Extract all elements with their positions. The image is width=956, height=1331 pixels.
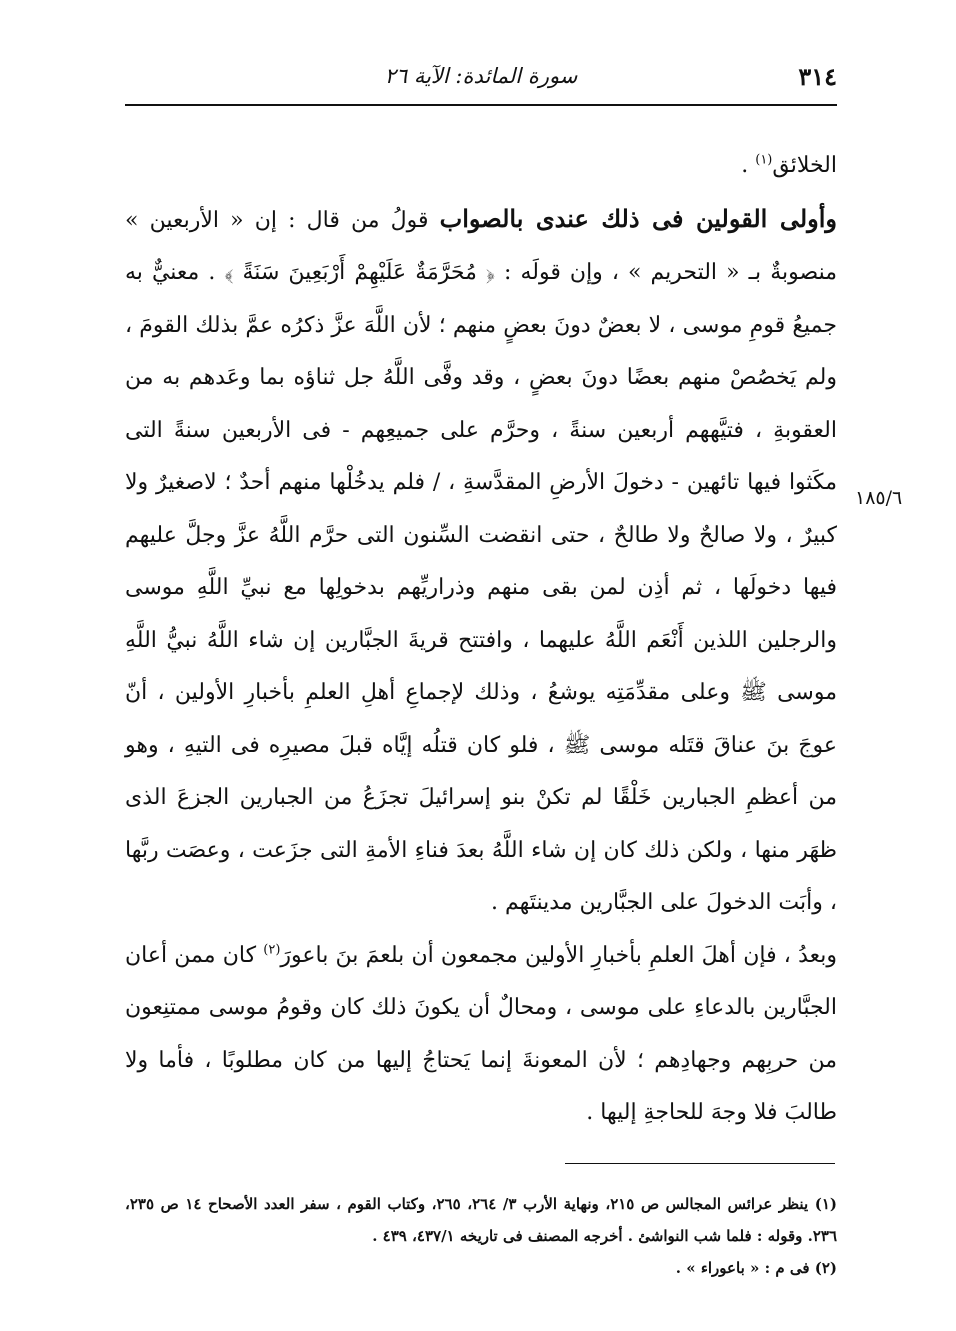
paragraph-text: وبعدُ ، فإن أهلَ العلمِ بأخبارِ الأولين مجمعون أن بلعمَ بنَ باعورَ <box>280 942 837 968</box>
paragraph <box>125 193 837 930</box>
paragraph-text: كان ممن أعان الجبَّارين بالدعاءِ على موسى ، ومحالٌ أن يكونَ ذلك كان وقومُ موسى ممتنِعون من حربِهم وجهادِهم ؛ لأن المعونةَ إنما يَحتاجُ إليها من كان مطلوبًا ، فأما ولا طالبَ فلا وجهَ للحاجةِ إليها . <box>125 942 837 1125</box>
paragraph-text: الخلائق <box>772 153 837 178</box>
paragraph <box>125 930 837 1140</box>
paragraph-tail: . <box>741 153 756 178</box>
paragraph-continuation <box>125 140 837 193</box>
footnote-ref: (١) <box>755 152 773 168</box>
header-rule <box>125 104 837 106</box>
margin-page-reference: ١٨٥/٦ <box>855 487 903 509</box>
footnote-ref: (٢) <box>263 942 281 958</box>
footnotes <box>125 1188 837 1284</box>
page-header <box>125 62 837 102</box>
running-title: سورة المائدة: الآية ٢٦ <box>384 64 578 88</box>
footnote-2: (٢) فى م : « باعوراء » . <box>675 1259 837 1277</box>
paragraph-text: قولُ من قال : إن « الأربعين » منصوبةٌ بـ « التحريم » ، وإن قولَه : ﴿ مُحَرَّمَةٌ عَلَيْهِمْ أَرْبَعِينَ سَنَةً ﴾ . معنيٌّ به جميعُ قومِ موسى ، لا بعضٌ دونَ بعضٍ منهم ؛ لأن اللَّهَ عزَّ ذكرُه عمَّ بذلك القومَ ، ولم يَخصُصْ منهم بعضًا دونَ بعضٍ ، وقد وفَّى اللَّهُ جل ثناؤه بما وعَدهم به من العقوبةِ ، فتيَّههم أربعين سنةً ، وحرَّم على جميعِهم - فى الأربعين سنةً التى مكَثوا فيها تائهين - دخولَ الأرضِ المقدَّسةِ ، / فلم يدخُلْها منهم أحدٌ ؛ لاصغيرٌ ولا كبيرٌ ، ولا صالحٌ ولا طالحٌ ، حتى انقضت السِّنون التى حرَّم اللَّهُ عزَّ وجلَّ عليهم فيها دخولَها ، ثم أذِن لمن بقى منهم وذراريِّهم بدخولِها مع نبيِّ اللَّهِ موسى والرجلين اللذين أَنْعَم اللَّهُ عليهما ، وافتتح قريةَ الجبَّارين إن شاء اللَّهُ نبيُّ اللَّهِ موسى ﷺ وعلى مقدِّمَتِه يوشعُ ، وذلك لإجماعِ أهلِ العلمِ بأخبارِ الأولين ، أنّ عوجَ بنَ عناقَ قتَله موسى ﷺ ، فلو كان قتلُه إيَّاه قبلَ مصيرِه فى التيهِ ، وهو من أعظمِ الجبارين خَلْقًا لم تكنْ بنو إسرائيلَ تجزَعُ من الجبارين الجزعَ الذى ظهَر منها ، ولكن ذلك كان إن شاء اللَّهُ بعدَ فناءِ الأمةِ التى جزَعت ، وعصَت ربَّها ، وأبَت الدخولَ على الجبَّارين مدينتَهم . <box>125 207 838 915</box>
page-number: ٣١٤ <box>798 62 837 91</box>
footnote-rule <box>565 1163 835 1164</box>
paragraph-lead: وأولى القولين فى ذلك عندى بالصواب <box>439 203 837 233</box>
footnote-1: (١) ينظر عرائس المجالس ص ٢١٥، ونهاية الأرب ٣/ ٢٦٤، ٢٦٥، وكتاب القوم ، سفر العدد الأصحاح ١٤ ص ٢٣٥، ٢٣٦. وقوله : فلما شب النواشئ . أخرجه المصنف فى تاريخه ٤٣٧/١، ٤٣٩ . <box>125 1195 837 1245</box>
main-text <box>125 140 837 1140</box>
